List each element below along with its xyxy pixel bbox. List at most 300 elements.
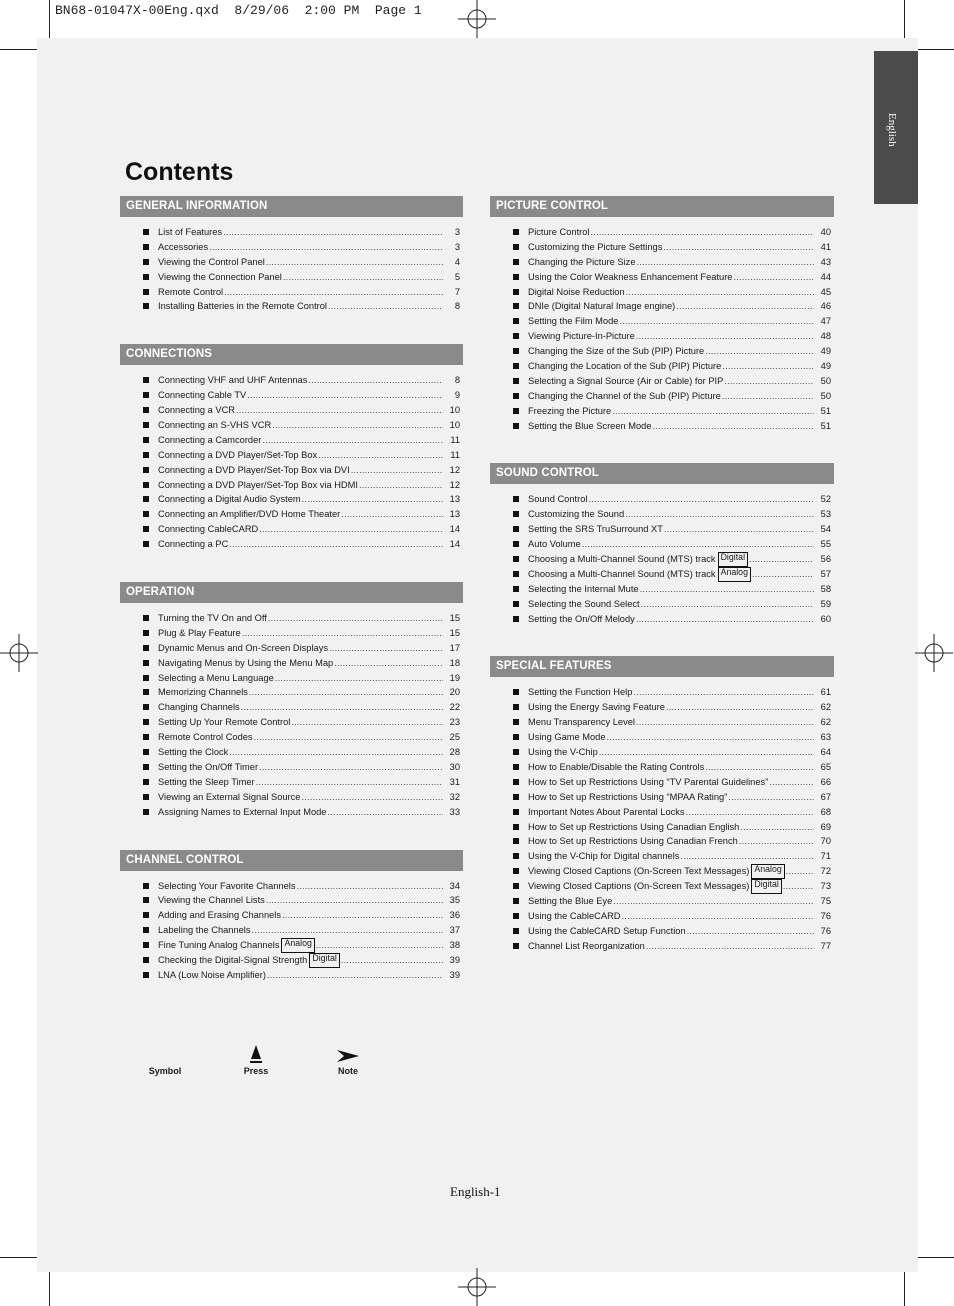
toc-entry[interactable] (490, 700, 834, 715)
dot-leader (722, 389, 814, 404)
dot-leader (783, 879, 814, 894)
toc-entry[interactable] (490, 552, 834, 567)
toc-entry-page: 56 (820, 554, 831, 565)
toc-entry-title: Setting the Blue Eye (528, 895, 613, 906)
page-title: Contents (125, 158, 234, 186)
toc-list (120, 217, 463, 314)
toc-entry[interactable] (120, 671, 463, 686)
toc-entry[interactable] (490, 359, 834, 374)
dot-leader (633, 685, 814, 700)
dot-leader (229, 745, 443, 760)
toc-entry-page: 45 (820, 286, 831, 297)
dot-leader (722, 359, 814, 374)
toc-entry-title: Connecting a VCR (158, 405, 235, 416)
toc-entry-page: 19 (449, 672, 460, 683)
toc-entry-page: 11 (450, 449, 460, 460)
signal-type-badge: Digital (751, 879, 781, 894)
toc-entry-title: Viewing Closed Captions (On-Screen Text Messages) (528, 881, 750, 892)
toc-entry[interactable] (120, 656, 463, 671)
toc-entry[interactable] (120, 641, 463, 656)
toc-entry[interactable] (120, 403, 463, 418)
toc-entry[interactable] (120, 908, 463, 923)
toc-entry[interactable] (120, 285, 463, 300)
toc-entry-page: 71 (820, 851, 831, 862)
toc-entry-title: Digital Noise Reduction (528, 286, 625, 297)
registration-mark-left (0, 634, 38, 672)
toc-entry-page: 37 (449, 925, 460, 936)
dot-leader (268, 611, 443, 626)
toc-entry-title: Changing the Picture Size (528, 256, 636, 267)
toc-entry[interactable] (490, 299, 834, 314)
toc-entry[interactable] (120, 507, 463, 522)
toc-entry-page: 47 (820, 316, 831, 327)
toc-entry-title: Plug & Play Feature (158, 627, 241, 638)
crop-mark-bottom-right-h (916, 1257, 954, 1258)
toc-entry-title: How to Enable/Disable the Rating Controls (528, 761, 705, 772)
toc-entry-page: 62 (820, 717, 831, 728)
toc-entry-title: Setting the Blue Screen Mode (528, 420, 652, 431)
toc-entry[interactable] (490, 894, 834, 909)
toc-entry[interactable] (120, 775, 463, 790)
toc-entry[interactable] (490, 790, 834, 805)
dot-leader (291, 715, 443, 730)
legend-symbol-label: Symbol (148, 1066, 182, 1076)
toc-entry[interactable] (490, 374, 834, 389)
toc-entry-page: 60 (820, 613, 831, 624)
toc-entry-title: Connecting a DVD Player/Set-Top Box via DVI (158, 464, 350, 475)
toc-entry-page: 12 (449, 464, 460, 475)
legend-press (226, 1040, 286, 1076)
dot-leader (259, 522, 443, 537)
toc-entry-title: Memorizing Channels (158, 687, 248, 698)
crop-mark-top-left-v (49, 0, 50, 38)
toc-entry-title: Changing Channels (158, 702, 240, 713)
toc-entry-page: 73 (820, 881, 831, 892)
toc-entry-title: Setting the Function Help (528, 687, 633, 698)
toc-entry-page: 9 (454, 390, 460, 401)
toc-entry-page: 38 (449, 940, 460, 951)
toc-entry-page: 35 (449, 895, 460, 906)
toc-entry-page: 7 (454, 286, 460, 297)
dot-leader (266, 893, 443, 908)
toc-entry[interactable] (120, 478, 463, 493)
toc-entry-page: 15 (449, 613, 460, 624)
toc-entry-title: Using the CableCARD Setup Function (528, 925, 686, 936)
toc-entry[interactable] (120, 463, 463, 478)
crop-mark-top-right-v (904, 0, 905, 38)
signal-type-badge: Digital (309, 953, 339, 968)
dot-leader (599, 745, 814, 760)
toc-entry-page: 50 (820, 375, 831, 386)
toc-entry-title: Selecting a Signal Source (Air or Cable) for PIP (528, 375, 724, 386)
toc-entry[interactable] (120, 790, 463, 805)
toc-entry-title: Navigating Menus by Using the Menu Map (158, 657, 334, 668)
dot-leader (739, 834, 814, 849)
dot-leader (705, 344, 814, 359)
dot-leader (236, 403, 443, 418)
toc-entry[interactable] (490, 314, 834, 329)
toc-entry-page: 43 (820, 256, 831, 267)
toc-entry[interactable] (490, 270, 834, 285)
toc-entry-page: 30 (449, 761, 460, 772)
toc-entry[interactable] (120, 433, 463, 448)
dot-leader (252, 923, 443, 938)
dot-leader (224, 285, 443, 300)
toc-entry-title: Checking the Digital-Signal Strength (158, 954, 308, 965)
toc-entry[interactable] (120, 805, 463, 820)
toc-entry-page: 8 (454, 375, 460, 386)
toc-entry[interactable] (120, 879, 463, 894)
toc-entry-title: Using Game Mode (528, 732, 606, 743)
dot-leader (640, 582, 814, 597)
toc-entry-page: 66 (820, 776, 831, 787)
dot-leader (259, 760, 443, 775)
toc-entry-page: 70 (820, 836, 831, 847)
toc-entry[interactable] (120, 938, 463, 953)
toc-list (120, 365, 463, 552)
toc-entry-title: Connecting VHF and UHF Antennas (158, 375, 308, 386)
dot-leader (641, 597, 814, 612)
toc-entry-page: 4 (454, 256, 460, 267)
toc-entry[interactable] (120, 893, 463, 908)
legend-symbol (135, 1040, 195, 1076)
toc-entry-page: 10 (449, 405, 460, 416)
toc-left-column (120, 196, 463, 1013)
toc-entry-page: 49 (820, 346, 831, 357)
dot-leader (769, 775, 814, 790)
toc-entry-page: 12 (449, 479, 460, 490)
dot-leader (302, 492, 443, 507)
toc-entry-page: 3 (454, 241, 460, 252)
toc-entry[interactable] (120, 700, 463, 715)
section-heading: SPECIAL FEATURES (490, 656, 834, 677)
dot-leader (676, 299, 814, 314)
dot-leader (272, 418, 443, 433)
toc-entry-page: 41 (820, 241, 831, 252)
registration-mark-top (458, 0, 496, 38)
toc-entry-title: Viewing the Channel Lists (158, 895, 265, 906)
toc-entry-title: Using the V-Chip for Digital channels (528, 851, 680, 862)
toc-entry[interactable] (120, 388, 463, 403)
toc-entry[interactable] (120, 240, 463, 255)
toc-entry[interactable] (490, 329, 834, 344)
toc-entry-page: 76 (820, 910, 831, 921)
legend-press-label: Press (243, 1066, 269, 1076)
toc-entry[interactable] (120, 730, 463, 745)
toc-entry[interactable] (490, 225, 834, 240)
toc-list (490, 677, 834, 953)
toc-entry-title: Changing the Size of the Sub (PIP) Picture (528, 346, 705, 357)
crop-mark-bottom-left-v (49, 1270, 50, 1306)
toc-entry-title: How to Set up Restrictions Using Canadian English (528, 821, 740, 832)
toc-entry-title: Setting the Film Mode (528, 316, 619, 327)
dot-leader (786, 864, 814, 879)
dot-leader (318, 448, 443, 463)
toc-entry-title: Setting the On/Off Melody (528, 613, 635, 624)
toc-entry[interactable] (490, 344, 834, 359)
toc-entry-title: How to Set up Restrictions Using Canadian French (528, 836, 738, 847)
section-special-features (490, 656, 834, 953)
toc-list (120, 871, 463, 983)
toc-entry-page: 20 (449, 687, 460, 698)
toc-entry[interactable] (120, 418, 463, 433)
toc-entry[interactable] (120, 537, 463, 552)
dot-leader (296, 879, 443, 894)
toc-entry[interactable] (490, 805, 834, 820)
signal-type-badge: Digital (718, 552, 748, 567)
toc-entry[interactable] (490, 597, 834, 612)
toc-entry[interactable] (490, 745, 834, 760)
toc-entry-page: 18 (449, 657, 460, 668)
section-heading: PICTURE CONTROL (490, 196, 834, 217)
toc-entry-page: 36 (449, 910, 460, 921)
toc-entry-page: 57 (820, 568, 831, 579)
toc-entry-page: 32 (449, 791, 460, 802)
dot-leader (646, 939, 814, 954)
toc-entry-page: 5 (454, 271, 460, 282)
toc-entry-page: 8 (454, 301, 460, 312)
toc-entry[interactable] (120, 685, 463, 700)
toc-entry-page: 75 (820, 895, 831, 906)
toc-entry-title: Changing the Channel of the Sub (PIP) Picture (528, 390, 721, 401)
section-heading: OPERATION (120, 582, 463, 603)
dot-leader (254, 730, 443, 745)
signal-type-badge: Analog (281, 938, 314, 953)
toc-entry-page: 68 (820, 806, 831, 817)
toc-entry[interactable] (490, 419, 834, 434)
language-tab (874, 51, 918, 204)
toc-entry-page: 44 (820, 271, 831, 282)
toc-entry-title: Setting the On/Off Timer (158, 761, 259, 772)
dot-leader (266, 255, 443, 270)
toc-entry-title: Using the V-Chip (528, 747, 598, 758)
toc-entry-title: Accessories (158, 241, 209, 252)
toc-entry-title: Connecting an S-VHS VCR (158, 420, 272, 431)
toc-entry-page: 51 (820, 420, 831, 431)
dot-leader (740, 820, 814, 835)
toc-entry-page: 72 (820, 866, 831, 877)
page-number: English-1 (450, 1184, 501, 1199)
toc-list (490, 217, 834, 433)
toc-entry-title: Turning the TV On and Off (158, 613, 267, 624)
toc-entry-title: Installing Batteries in the Remote Control (158, 301, 327, 312)
toc-list (490, 484, 834, 626)
toc-entry-title: Connecting a Digital Audio System (158, 494, 301, 505)
toc-entry[interactable] (490, 255, 834, 270)
toc-entry[interactable] (120, 745, 463, 760)
dot-leader (249, 685, 443, 700)
toc-entry-title: Choosing a Multi-Channel Sound (MTS) track (528, 568, 716, 579)
toc-entry-title: Labeling the Channels (158, 925, 251, 936)
toc-entry[interactable] (490, 567, 834, 582)
toc-entry-page: 64 (820, 747, 831, 758)
toc-entry-page: 28 (449, 747, 460, 758)
dot-leader (637, 255, 815, 270)
toc-entry[interactable] (120, 492, 463, 507)
section-operation (120, 582, 463, 819)
dot-leader (663, 240, 814, 255)
toc-entry-page: 54 (820, 524, 831, 535)
toc-entry[interactable] (490, 879, 834, 894)
toc-entry-page: 17 (449, 642, 460, 653)
toc-entry-page: 69 (820, 821, 831, 832)
toc-entry[interactable] (490, 389, 834, 404)
dot-leader (256, 775, 443, 790)
toc-entry-title: Remote Control (158, 286, 224, 297)
toc-entry-title: Setting the Clock (158, 747, 229, 758)
toc-entry-page: 39 (449, 954, 460, 965)
toc-entry-page: 52 (820, 494, 831, 505)
toc-entry-title: Connecting a Camcorder (158, 434, 262, 445)
dot-leader (242, 626, 443, 641)
toc-entry[interactable] (120, 968, 463, 983)
toc-entry-title: Selecting Your Favorite Channels (158, 880, 296, 891)
dot-leader (705, 760, 814, 775)
toc-entry[interactable] (120, 225, 463, 240)
toc-entry[interactable] (120, 270, 463, 285)
toc-entry-title: Customizing the Picture Settings (528, 241, 663, 252)
toc-entry-title: Fine Tuning Analog Channels (158, 940, 280, 951)
toc-entry[interactable] (490, 820, 834, 835)
dot-leader (636, 715, 814, 730)
toc-entry[interactable] (120, 448, 463, 463)
toc-entry-title: Connecting a PC (158, 539, 229, 550)
toc-entry-page: 14 (449, 524, 460, 535)
toc-entry[interactable] (490, 849, 834, 864)
toc-entry-page: 58 (820, 583, 831, 594)
dot-leader (341, 507, 443, 522)
registration-mark-bottom (458, 1268, 496, 1306)
toc-entry-page: 25 (449, 732, 460, 743)
dot-leader (275, 671, 443, 686)
toc-entry-page: 77 (820, 940, 831, 951)
toc-entry[interactable] (120, 760, 463, 775)
toc-entry-title: Assigning Names to External Input Mode (158, 806, 327, 817)
language-tab-label: English (886, 113, 898, 147)
toc-entry[interactable] (490, 924, 834, 939)
toc-entry-title: Selecting the Sound Select (528, 598, 640, 609)
toc-entry-page: 23 (449, 717, 460, 728)
toc-entry-page: 55 (820, 539, 831, 550)
toc-entry-page: 11 (450, 434, 460, 445)
toc-entry[interactable] (490, 730, 834, 745)
toc-entry-title: Remote Control Codes (158, 732, 253, 743)
toc-entry[interactable] (120, 611, 463, 626)
toc-entry-title: Connecting an Amplifier/DVD Home Theater (158, 509, 341, 520)
toc-entry-page: 61 (820, 687, 831, 698)
dot-leader (351, 463, 443, 478)
toc-entry-page: 14 (449, 539, 460, 550)
toc-entry-title: Viewing Closed Captions (On-Screen Text Messages) (528, 866, 750, 877)
dot-leader (625, 507, 814, 522)
toc-entry[interactable] (120, 626, 463, 641)
section-sound-control (490, 463, 834, 626)
crop-mark-bottom-right-v (904, 1270, 905, 1306)
legend-note (318, 1040, 378, 1076)
toc-entry-title: Using the CableCARD (528, 910, 621, 921)
dot-leader (724, 374, 814, 389)
toc-entry[interactable] (490, 537, 834, 552)
toc-entry-title: Picture Control (528, 227, 590, 237)
toc-entry[interactable] (490, 939, 834, 954)
toc-list (120, 603, 463, 819)
dot-leader (664, 522, 814, 537)
dot-leader (209, 240, 443, 255)
toc-entry[interactable] (490, 685, 834, 700)
toc-entry[interactable] (490, 582, 834, 597)
toc-entry[interactable] (490, 507, 834, 522)
toc-entry-title: Channel List Reorganization (528, 940, 645, 951)
toc-entry[interactable] (120, 953, 463, 968)
toc-entry[interactable] (120, 255, 463, 270)
dot-leader (301, 790, 443, 805)
toc-entry[interactable] (490, 760, 834, 775)
dot-leader (680, 849, 814, 864)
toc-entry-title: Viewing the Control Panel (158, 256, 265, 267)
registration-mark-right (915, 634, 953, 672)
toc-right-column (490, 196, 834, 984)
toc-entry[interactable] (490, 522, 834, 537)
dot-leader (328, 299, 443, 314)
toc-entry[interactable] (120, 715, 463, 730)
note-arrow-icon (336, 1048, 360, 1064)
dot-leader (327, 805, 443, 820)
toc-entry-page: 65 (820, 761, 831, 772)
section-channel-control (120, 850, 463, 983)
dot-leader (283, 270, 443, 285)
toc-entry[interactable] (120, 299, 463, 314)
dot-leader (636, 612, 814, 627)
toc-entry-title: Connecting CableCARD (158, 524, 259, 535)
section-heading: CONNECTIONS (120, 344, 463, 365)
toc-entry-title: LNA (Low Noise Amplifier) (158, 969, 266, 980)
press-triangle-icon (249, 1044, 263, 1064)
toc-entry[interactable] (490, 864, 834, 879)
section-picture-control (490, 196, 834, 433)
toc-entry[interactable] (490, 909, 834, 924)
toc-entry-title: List of Features (158, 227, 223, 237)
toc-entry[interactable] (120, 522, 463, 537)
dot-leader (282, 908, 443, 923)
toc-entry-title: Changing the Location of the Sub (PIP) Picture (528, 361, 722, 372)
toc-entry-page: 3 (454, 227, 460, 237)
toc-entry[interactable] (490, 715, 834, 730)
toc-entry[interactable] (490, 404, 834, 419)
toc-entry-title: Auto Volume (528, 539, 581, 550)
toc-entry[interactable] (490, 492, 834, 507)
toc-entry[interactable] (490, 285, 834, 300)
crop-mark-top-left-h (0, 49, 38, 50)
toc-entry-title: Connecting a DVD Player/Set-Top Box via HDMI (158, 479, 358, 490)
toc-entry[interactable] (120, 923, 463, 938)
toc-entry-page: 34 (449, 880, 460, 891)
dot-leader (308, 373, 443, 388)
toc-entry[interactable] (120, 373, 463, 388)
toc-entry-title: Connecting Cable TV (158, 390, 247, 401)
toc-entry[interactable] (490, 612, 834, 627)
dot-leader (613, 894, 814, 909)
toc-entry[interactable] (490, 240, 834, 255)
toc-entry-title: Viewing the Connection Panel (158, 271, 282, 282)
toc-entry-title: Connecting a DVD Player/Set-Top Box (158, 449, 318, 460)
toc-entry-page: 48 (820, 331, 831, 342)
dot-leader (636, 329, 814, 344)
toc-entry[interactable] (490, 834, 834, 849)
dot-leader (607, 730, 814, 745)
toc-entry-title: Using the Color Weakness Enhancement Feature (528, 271, 733, 282)
section-heading: SOUND CONTROL (490, 463, 834, 484)
toc-entry[interactable] (490, 775, 834, 790)
